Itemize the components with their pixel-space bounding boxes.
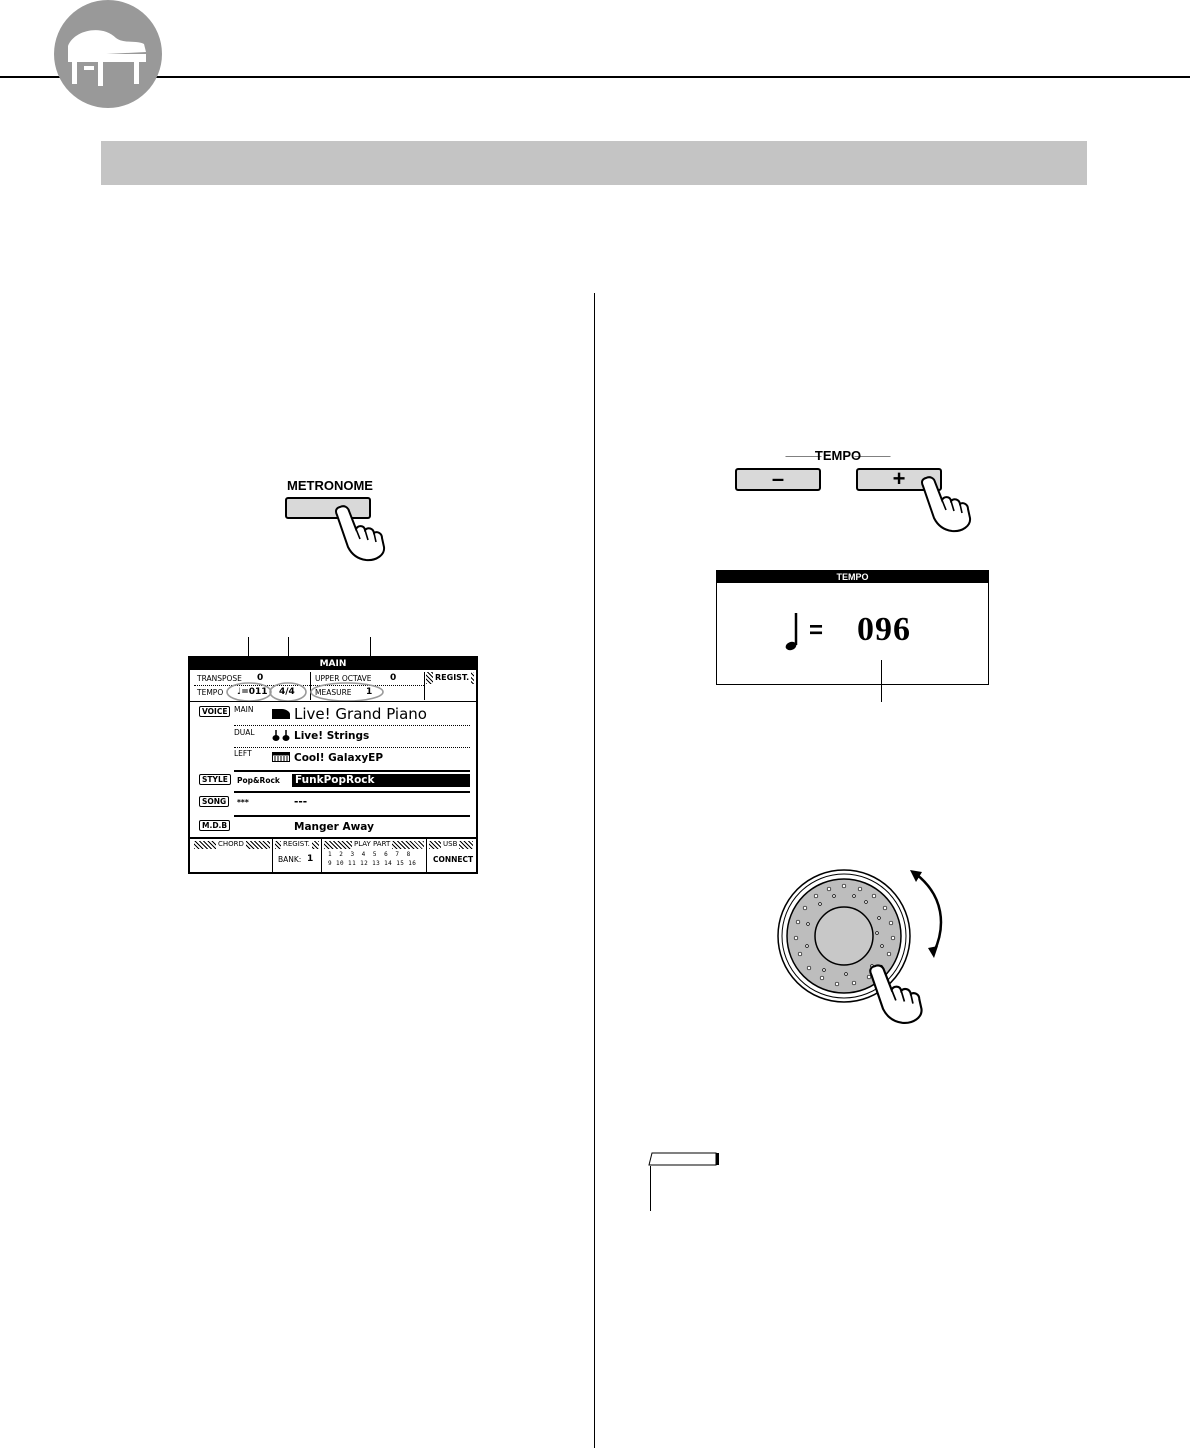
- tempo-group-label: TEMPO: [814, 448, 862, 463]
- measure-label: MEASURE: [315, 688, 352, 697]
- style-tag: STYLE: [199, 774, 231, 785]
- style-selected-bar: [292, 774, 470, 787]
- play-part-header: [324, 841, 424, 849]
- song-tag: SONG: [199, 796, 229, 807]
- header-rule: [0, 76, 1190, 78]
- play-part-label: PLAY PART: [354, 840, 391, 848]
- dual-voice-label: DUAL: [234, 728, 255, 737]
- pressing-finger-icon: [918, 474, 978, 534]
- song-category: ***: [237, 798, 249, 807]
- pressing-finger-icon: [866, 962, 930, 1026]
- tempo-plus-button[interactable]: +: [856, 468, 942, 491]
- play-part-numbers-bottom: 9 10 11 12 13 14 15 16: [328, 860, 417, 867]
- measure-value: 1: [366, 687, 373, 697]
- column-divider: [594, 293, 595, 1448]
- style-name: FunkPopRock: [295, 774, 375, 786]
- regist-footer-label: REGIST.: [283, 840, 310, 848]
- metronome-label: METRONOME: [287, 478, 373, 493]
- usb-status: CONNECT: [433, 855, 474, 864]
- lcd-divider: [234, 725, 470, 726]
- tempo-value: ♩=011: [237, 687, 268, 697]
- section-title-bar: [101, 141, 1087, 185]
- lcd-divider: [321, 838, 322, 872]
- voice-tag: VOICE: [199, 706, 230, 717]
- tempo-display-header: TEMPO: [717, 571, 988, 583]
- lcd-divider: [234, 791, 470, 793]
- electric-piano-voice-icon: [272, 752, 290, 762]
- left-voice-label: LEFT: [234, 749, 252, 758]
- transpose-label: TRANSPOSE: [197, 674, 242, 683]
- quarter-note-icon: [785, 611, 801, 653]
- tempo-equals-sign: =: [809, 617, 824, 644]
- tempo-minus-button[interactable]: –: [735, 468, 821, 491]
- pressing-finger-icon: [332, 503, 392, 563]
- main-voice-name: Live! Grand Piano: [294, 705, 427, 723]
- upper-octave-value: 0: [390, 673, 397, 683]
- play-part-numbers-top: 1 2 3 4 5 6 7 8: [328, 851, 413, 858]
- lcd-divider: [234, 815, 470, 817]
- tempo-value-callout-line: [881, 660, 882, 702]
- style-category: Pop&Rock: [237, 776, 280, 785]
- main-display-header: MAIN: [190, 658, 476, 670]
- regist-indicator: [426, 672, 474, 684]
- lcd-divider: [424, 672, 425, 700]
- lcd-divider: [234, 747, 470, 748]
- lcd-divider: [272, 838, 273, 872]
- mdb-name: Manger Away: [294, 821, 374, 833]
- regist-footer-header: [275, 841, 319, 849]
- note-rule: [650, 1166, 651, 1211]
- main-display: [188, 656, 478, 874]
- highlight-ovals: [226, 680, 386, 702]
- song-name: ---: [294, 796, 308, 808]
- bank-label: BANK:: [278, 855, 302, 864]
- usb-header: [429, 841, 473, 849]
- lcd-divider: [190, 701, 476, 702]
- lcd-divider: [426, 838, 427, 872]
- tempo-display: [716, 570, 989, 685]
- time-signature-value: 4/4: [279, 687, 295, 697]
- dual-voice-name: Live! Strings: [294, 730, 370, 742]
- left-voice-name: Cool! GalaxyEP: [294, 752, 384, 764]
- piano-voice-icon: [272, 709, 290, 719]
- upper-octave-label: UPPER OCTAVE: [315, 674, 372, 683]
- chord-header: [194, 841, 270, 849]
- bank-value: 1: [307, 854, 314, 864]
- lcd-divider: [234, 770, 470, 772]
- transpose-value: 0: [257, 673, 264, 683]
- usb-label: USB: [443, 840, 458, 848]
- chord-label: CHORD: [218, 840, 244, 848]
- main-voice-label: MAIN: [234, 705, 254, 714]
- lcd-divider: [190, 837, 476, 839]
- strings-voice-icon: [272, 730, 290, 741]
- grand-piano-icon: [54, 0, 162, 108]
- regist-label: REGIST.: [435, 673, 470, 682]
- tempo-label: TEMPO: [197, 688, 224, 697]
- mdb-tag: M.D.B: [199, 820, 230, 831]
- tempo-value-display: 096: [857, 611, 911, 648]
- note-tab-icon: [648, 1152, 720, 1166]
